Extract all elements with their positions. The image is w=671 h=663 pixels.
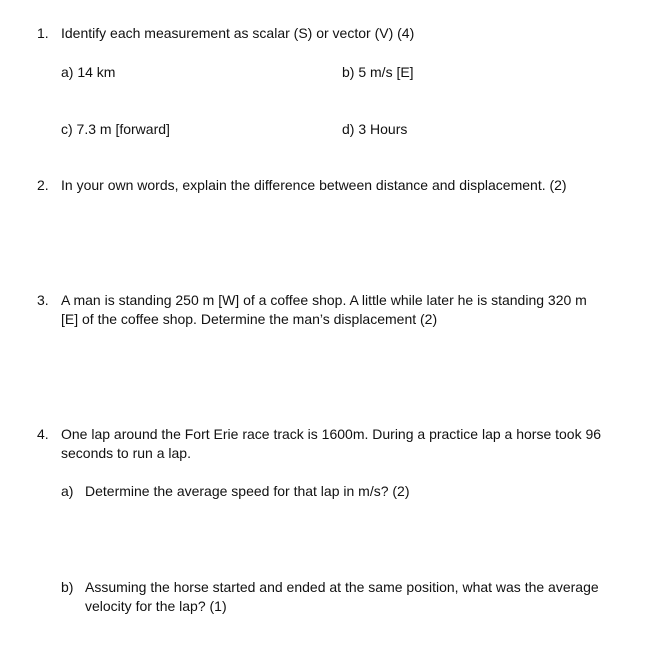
question-number: 4. xyxy=(37,426,49,442)
item-b: b) 5 m/s [E] xyxy=(342,64,414,80)
part-b-label: b) xyxy=(61,579,74,595)
question-number: 3. xyxy=(37,292,49,308)
question-text: Identify each measurement as scalar (S) or vector (V) (4) xyxy=(61,25,415,41)
question-text: In your own words, explain the difference between distance and displacement. (2) xyxy=(61,177,567,193)
item-d: d) 3 Hours xyxy=(342,121,408,137)
question-text-line-1: One lap around the Fort Erie race track is 1600m. During a practice lap a horse took 96 xyxy=(61,426,602,442)
question-text-line-2: seconds to run a lap. xyxy=(61,445,191,461)
item-c: c) 7.3 m [forward] xyxy=(61,121,170,137)
part-b-text-line-2: velocity for the lap? (1) xyxy=(85,598,227,614)
part-b-text-line-1: Assuming the horse started and ended at the same position, what was the average xyxy=(85,579,599,595)
question-text-line-1: A man is standing 250 m [W] of a coffee shop. A little while later he is standing 320 m xyxy=(61,292,587,308)
question-number: 2. xyxy=(37,177,49,193)
part-a-text: Determine the average speed for that lap in m/s? (2) xyxy=(85,483,410,499)
part-a-label: a) xyxy=(61,483,74,499)
question-text-line-2: [E] of the coffee shop. Determine the man’s displacement (2) xyxy=(61,311,438,327)
item-a: a) 14 km xyxy=(61,64,116,80)
question-number: 1. xyxy=(37,25,49,41)
